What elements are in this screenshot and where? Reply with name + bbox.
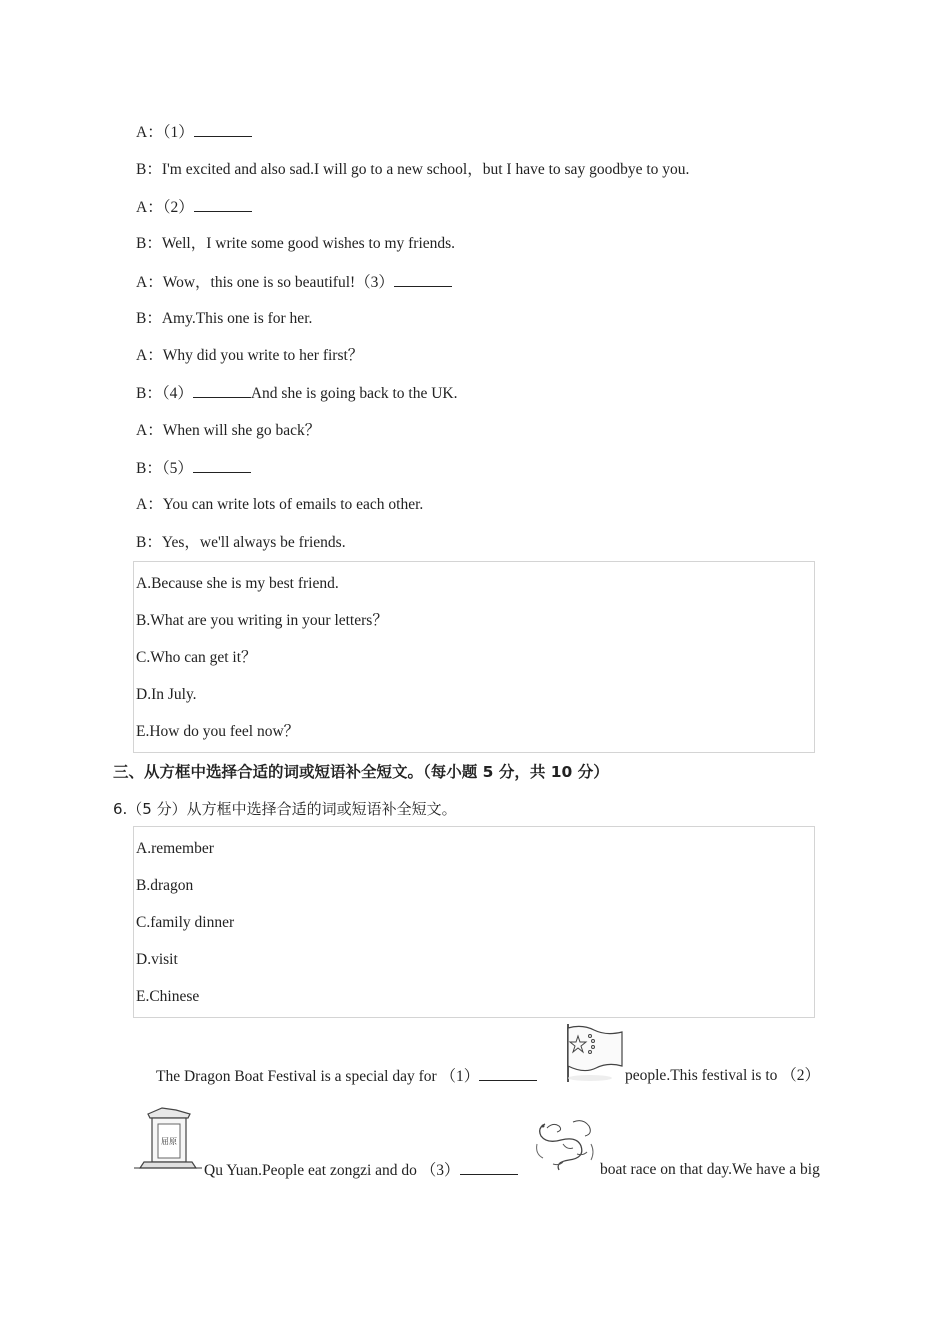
dialogue-text: Yes，we'll always be friends.	[161, 534, 346, 551]
answer-blank[interactable]	[193, 458, 251, 473]
dialogue-line	[136, 234, 455, 254]
dialogue-text: （1）	[162, 124, 194, 141]
passage-line-2-part-a: Qu Yuan.People eat zongzi and do （3）	[204, 1160, 518, 1181]
dialogue-line	[136, 421, 320, 441]
speaker-label: B：	[136, 385, 162, 402]
speaker-label: A：	[136, 422, 163, 439]
dialogue-text: （2）	[162, 199, 194, 216]
answer-blank[interactable]	[194, 122, 252, 137]
dialogue-text-after: And she is going back to the UK.	[250, 385, 458, 402]
word-option-e: E.Chinese	[136, 988, 200, 1005]
option-c: C.Who can get it？	[136, 649, 257, 666]
blank-1[interactable]	[479, 1066, 537, 1081]
options-box-1	[133, 561, 815, 753]
word-option-a: A.remember	[136, 840, 214, 857]
dialogue-text: Wow，this one is so beautiful!（3）	[162, 274, 394, 291]
monument-picture	[134, 1104, 202, 1176]
answer-blank[interactable]	[194, 197, 252, 212]
option-d: D.In July.	[136, 686, 197, 703]
option-a: A.Because she is my best friend.	[136, 575, 339, 592]
answer-blank[interactable]	[193, 383, 251, 398]
dragon-picture	[533, 1114, 599, 1176]
option-b: B.What are you writing in your letters？	[136, 612, 388, 629]
question-6: 6.（5 分）从方框中选择合适的词或短语补全短文。	[113, 800, 457, 818]
blank-3[interactable]	[460, 1160, 518, 1175]
dialogue-text: You can write lots of emails to each other.	[162, 496, 424, 513]
dialogue-text: Amy.This one is for her.	[161, 310, 313, 327]
word-option-b: B.dragon	[136, 877, 194, 894]
speaker-label: B：	[136, 161, 162, 178]
speaker-label: B：	[136, 460, 162, 477]
options-box-2	[133, 826, 815, 1018]
dialogue-text: Why did you write to her first？	[162, 347, 364, 364]
dialogue-line	[136, 272, 452, 293]
speaker-label: A：	[136, 274, 163, 291]
speaker-label: A：	[136, 124, 163, 141]
speaker-label: B：	[136, 235, 162, 252]
dialogue-line	[136, 458, 251, 479]
dialogue-line	[136, 122, 252, 143]
dialogue-line	[136, 495, 423, 515]
dialogue-text: Well，I write some good wishes to my friends.	[161, 235, 456, 252]
passage-line-1-part-a: The Dragon Boat Festival is a special day for （1）	[156, 1066, 537, 1087]
dialogue-line	[136, 383, 458, 404]
word-option-d: D.visit	[136, 951, 178, 968]
dialogue-line	[136, 160, 689, 180]
chinese-flag-picture	[562, 1022, 626, 1084]
option-e: E.How do you feel now？	[136, 723, 300, 740]
dialogue-text: When will she go back？	[162, 422, 321, 439]
speaker-label: A：	[136, 347, 163, 364]
passage-line-1-part-b: people.This festival is to （2）	[625, 1067, 821, 1084]
word-option-c: C.family dinner	[136, 914, 235, 931]
dialogue-line	[136, 309, 312, 329]
dialogue-text: I'm excited and also sad.I will go to a new school，but I have to say goodbye to you.	[161, 161, 690, 178]
dialogue-text: （5）	[161, 460, 193, 477]
speaker-label: B：	[136, 310, 162, 327]
speaker-label: B：	[136, 534, 162, 551]
dialogue-text: （4）	[161, 385, 193, 402]
passage-line-2-part-b: boat race on that day.We have a big	[600, 1161, 820, 1178]
speaker-label: A：	[136, 496, 163, 513]
dialogue-line	[136, 346, 363, 366]
section-heading: 三、从方框中选择合适的词或短语补全短文。（每小题 5 分，共 10 分）	[113, 763, 609, 781]
dialogue-line	[136, 197, 252, 218]
answer-blank[interactable]	[394, 272, 452, 287]
monument-inscription: 屈原	[161, 1137, 177, 1146]
dialogue-line	[136, 533, 346, 553]
speaker-label: A：	[136, 199, 163, 216]
